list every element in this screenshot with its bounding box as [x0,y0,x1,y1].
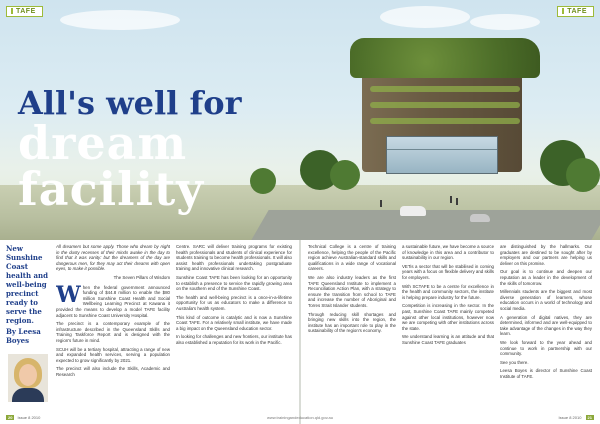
issue-right: Issue 8 2010 [558,415,582,420]
epigraph-quote: All dreamers but some apply. Those who dream by night in the dusty recesses of their minds awake in the day to find that it was vanity: but the dreamers of the day are dangerous men, for they may act their dreams with open eyes, to make it possible. [56,244,170,272]
right-column-2: a sustainable future, we have become a source of knowledge in this area and a contributor to sustainability in our region. VETis a sector that will be stabilised in coming years with a focus on flexible delivery and skills for employers. With SCTAFE to be a centre for excellence in the health and community sectors, the institute is helping prepare industry for the future. Competition is increasing in the sector. In the past, Sunshine Coast TAFE mainly competed against other local institutions, however now we are competing with other institutions across the state. We understand learning is an attitude and that Sunshine Coast TAFE graduates [402,244,494,345]
standfirst [6,244,50,345]
title-line-2: dream [18,116,188,170]
article-title [18,84,242,216]
page-number-right: 21 [587,415,592,420]
section-tag-right: TAFE [557,6,594,17]
building-illustration [350,38,540,183]
footer-right [559,415,594,420]
standfirst-text: New Sunshine Coast health and well-being precinct ready to serve the region. [6,244,49,325]
epigraph-source: The Seven Pillars of Wisdom [113,274,170,280]
title-line-1: All's well for [18,84,242,122]
right-column-1: Technical College is a centre of training excellence, helping the people of the Pacific region achieve Australian-standard skills and qualifications in a wide range of vocational careers. We are also industry leaders as the first TAFE Queensland Institute to implement a Reconciliation Action Plan, with a strategy to ensure the transition from school to TAFE and increase the number of Aboriginal and Torres Strait Islander students. Through reducing skill shortages and bringing new skills into the region, the institute has an important role to play in the sustainability of the region's economy. [308,244,396,334]
byline: By Leesa Boyes [6,327,41,345]
page-number-left: 20 [8,415,13,420]
issue-left: Issue 8 2010 [17,415,41,420]
section-tag-left: TAFE [6,6,43,17]
footer-url: www.trainingandeducation.qld.gov.au [267,415,333,420]
author-portrait [8,354,48,402]
left-column-2: Centre. SARC will deliver training programs for existing health professionals and students of clinical experience for students training to become health professionals. It will also assist health professionals undertaking postgraduate training and innovative clinical research. Sunshine Coast TAFE has been looking for an opportunity to establish a presence to service the rapidly growing area on the southern end of the Sunshine Coast. The health and well-being precinct is a once-in-a-lifetime opportunity for us as educators to make a difference to Australia's health system. This kind of outcome is catalytic and is now a Sunshine Coast TAFE. For a relatively small institute, we have made a big impact on the Queensland education sector. In looking for challenges and new frontiers, our institute has also established a reputation for its work in the Pacific. [176,244,292,345]
drop-cap: W [56,281,81,308]
title-line-3: facility [18,162,205,216]
right-column-3: are distinguished by the hallmarks. Our graduates are destined to be sought after by employers and our partners are helping us deliver on this promise. Our goal is to continue and deepen our reputation as a leader in the development of the skills of tomorrow. Millennials students are the biggest and most diverse generation of learners, whose education occurs in a world of technology and social media. A generation of digital natives, they are determined, informed and are well-equipped to take advantage of the changes in the way they learn. We look forward to the year ahead and continue to work in partnership with our community. See you there. Leesa Boyes is director of Sunshine Coast Institute of TAFE. [500,244,592,379]
left-column-1: All dreamers but some apply. Those who dream by night in the dusty recesses of their minds awake in the day to find that it was vanity: but the dreamers of the day are dangerous men, for they may act their dreams with open eyes, to make it possible. The Seven Pillars of Wisdom When the federal government announced funding of $44.8 million to enable the $80 million Sunshine Coast Health and Social Wellbeing Learning Precinct at Kawana it provided the means to develop a model TAFE facility adjacent to Sunshine Coast University Hospital. The precinct is a contemporary example of the infrastructure described in the Queensland Skills and Training Taskforce Report and is designed with the region's future in mind. SCUH will be a tertiary hospital, attracting a range of new and expanded health services, serving a population expected to grow significantly by 2021. The precinct will also include the Skills, Academic and Research [56,244,170,377]
